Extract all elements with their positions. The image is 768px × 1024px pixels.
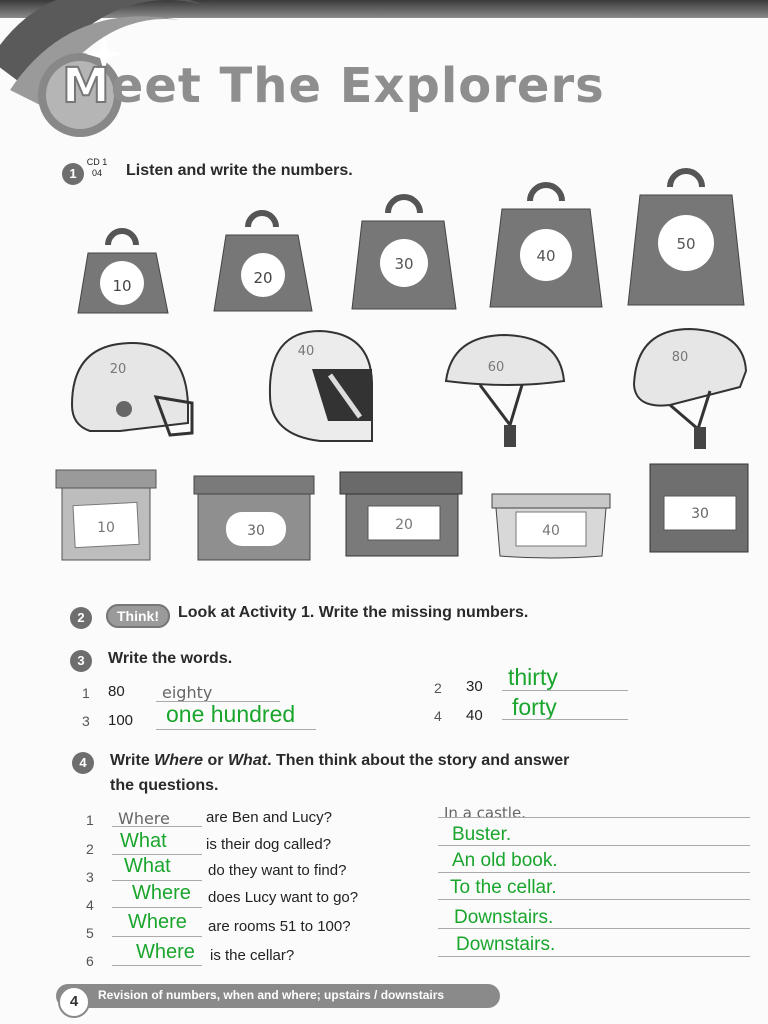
question-word: Where [118,809,170,828]
activity-4-instruction: Write Where or What. Then think about the story and answer the questions. [110,752,570,794]
answer-line [438,928,750,929]
word-item-answer: eighty [162,683,213,702]
answer-line [112,965,202,966]
activity-1-badge: 1 [62,163,84,185]
activity-3-instruction: Write the words. [108,650,233,667]
box-5 [650,464,748,552]
answer-line [438,845,750,846]
question-word: Where [132,882,191,904]
weight-4 [490,185,602,307]
answer-line [438,872,750,873]
question-answer: Downstairs. [456,934,556,955]
answer-line [438,899,750,900]
question-text: do they want to find? [208,862,347,879]
word-item-value: 30 [466,678,483,695]
helmet-label-2: 40 [297,344,315,359]
answer-line [112,826,202,827]
question-answer: An old book. [452,850,558,871]
box-1 [56,470,156,560]
helmet-4 [634,329,746,449]
box-3 [340,472,462,556]
helmet-1 [72,343,192,435]
weight-label-1: 10 [112,277,132,295]
question-answer: Downstairs. [454,907,554,928]
weight-label-5: 50 [676,235,696,253]
activity-4-badge: 4 [72,752,94,774]
question-word: Where [136,941,195,963]
word-item-number: 4 [434,708,442,724]
word-item-answer: one hundred [166,701,296,727]
question-word: What [124,855,171,877]
boxes-row [50,460,760,565]
weight-1 [78,231,168,313]
answer-line [112,936,202,937]
word-item-answer: thirty [508,664,558,690]
helmets-row [60,325,760,460]
footer-text: Revision of numbers, when and where; upstairs / downstairs [98,988,445,1002]
helmet-3 [446,335,564,447]
activity-3-badge: 3 [70,650,92,672]
helmet-label-3: 60 [487,360,505,375]
word-item-value: 100 [108,712,134,729]
box-label-5: 30 [691,506,709,522]
helmet-label-4: 80 [671,350,689,365]
question-answer: In a castle. [444,804,526,822]
box-label-2: 30 [247,523,265,539]
question-word: Where [128,911,187,933]
weight-2 [214,213,312,311]
question-number: 6 [86,953,94,969]
question-answer: To the cellar. [450,877,557,898]
question-number: 1 [86,812,94,828]
question-answer: Buster. [452,824,512,845]
box-label-1: 10 [97,520,115,536]
answer-line [112,880,202,881]
question-text: does Lucy want to go? [208,889,359,906]
answer-line [156,729,316,730]
weight-label-2: 20 [253,269,273,287]
answer-line [438,956,750,957]
box-4 [492,494,610,558]
answer-line [502,719,628,720]
weight-3 [352,197,456,309]
question-text: are Ben and Lucy? [206,809,332,826]
weight-label-3: 30 [394,255,414,273]
helmet-2 [270,331,372,441]
page-number: 4 [58,986,90,1018]
answer-line [438,817,750,818]
word-item-value: 40 [466,707,483,724]
cd-track-label: CD 1 04 [86,157,108,178]
answer-line [112,907,202,908]
question-number: 4 [86,897,94,913]
activity-1-instruction: Listen and write the numbers. [126,162,353,179]
question-word: What [120,830,167,852]
weight-5 [628,171,744,305]
weight-label-4: 40 [536,247,556,265]
question-number: 5 [86,925,94,941]
activity-2-instruction: Look at Activity 1. Write the missing numbers. [178,604,529,621]
answer-line [502,690,628,691]
page-title: Meet The Explorers [62,58,605,114]
weights-row [70,165,760,315]
word-item-value: 80 [108,683,125,700]
question-text: is the cellar? [210,947,295,964]
question-number: 3 [86,869,94,885]
word-item-number: 1 [82,685,90,701]
question-text: are rooms 51 to 100? [208,918,351,935]
activity-2-badge: 2 [70,607,92,629]
word-item-number: 3 [82,713,90,729]
helmet-label-1: 20 [109,362,127,377]
word-item-number: 2 [434,680,442,696]
box-label-3: 20 [395,517,413,533]
think-badge: Think! [106,604,170,628]
box-label-4: 40 [542,523,560,539]
box-2 [194,476,314,560]
question-number: 2 [86,841,94,857]
word-item-answer: forty [512,694,557,720]
question-text: is their dog called? [206,836,332,853]
